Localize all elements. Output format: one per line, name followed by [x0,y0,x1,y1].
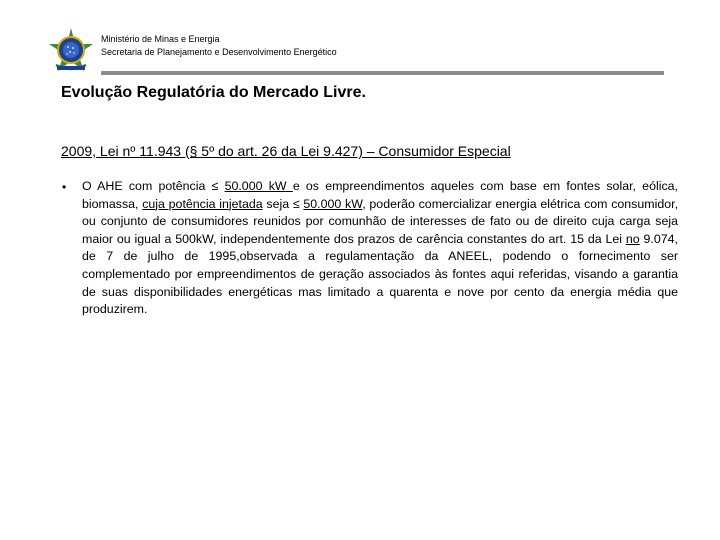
body-text-underlined: cuja potência injetada [142,196,263,211]
body-text-underlined: no [625,231,640,246]
body-text-segment: 9.074, de 7 de julho de 1995,observada a regulamentação da ANEEL, podendo o fornecimento ser complementado por empreendimentos de geração associados às fontes aqui referidas, visando a garantia de suas disponibilidades energéticas mas limitado a quarenta e nove por cento da energia média que produzirem. [82,231,678,317]
ministry-name: Ministério de Minas e Energia [101,34,220,44]
brazil-coat-of-arms-icon [48,27,94,73]
body-text-underlined: 50.000 kW [303,196,363,211]
bullet-body-text [82,178,678,319]
body-text-underlined: 50.000 kW [224,179,293,193]
body-text-segment: , poderão comercializar energia elétrica com consumidor, ou conjunto de consumidores reunidos por comunhão de interesses de fato ou de direito cuja carga seja maior ou igual a 500kW, independentemente dos prazos de carência constantes do art. 15 da Lei [82,196,679,246]
ministry-header [101,33,337,59]
body-text-segment: seja ≤ [262,196,304,211]
slide-title: Evolução Regulatória do Mercado Livre. [61,84,366,101]
secretariat-name: Secretaria de Planejamento e Desenvolvimento Energético [101,47,337,57]
bullet-marker: • [62,180,67,194]
body-text-segment: O AHE com potência ≤ [82,179,225,193]
header-divider [101,71,664,75]
body-text-segment: e os empreendimentos aqueles com base em fontes solar, eólica, biomassa, [82,179,678,211]
slide-subtitle: 2009, Lei nº 11.943 (§ 5º do art. 26 da Lei 9.427) – Consumidor Especial [61,143,511,159]
